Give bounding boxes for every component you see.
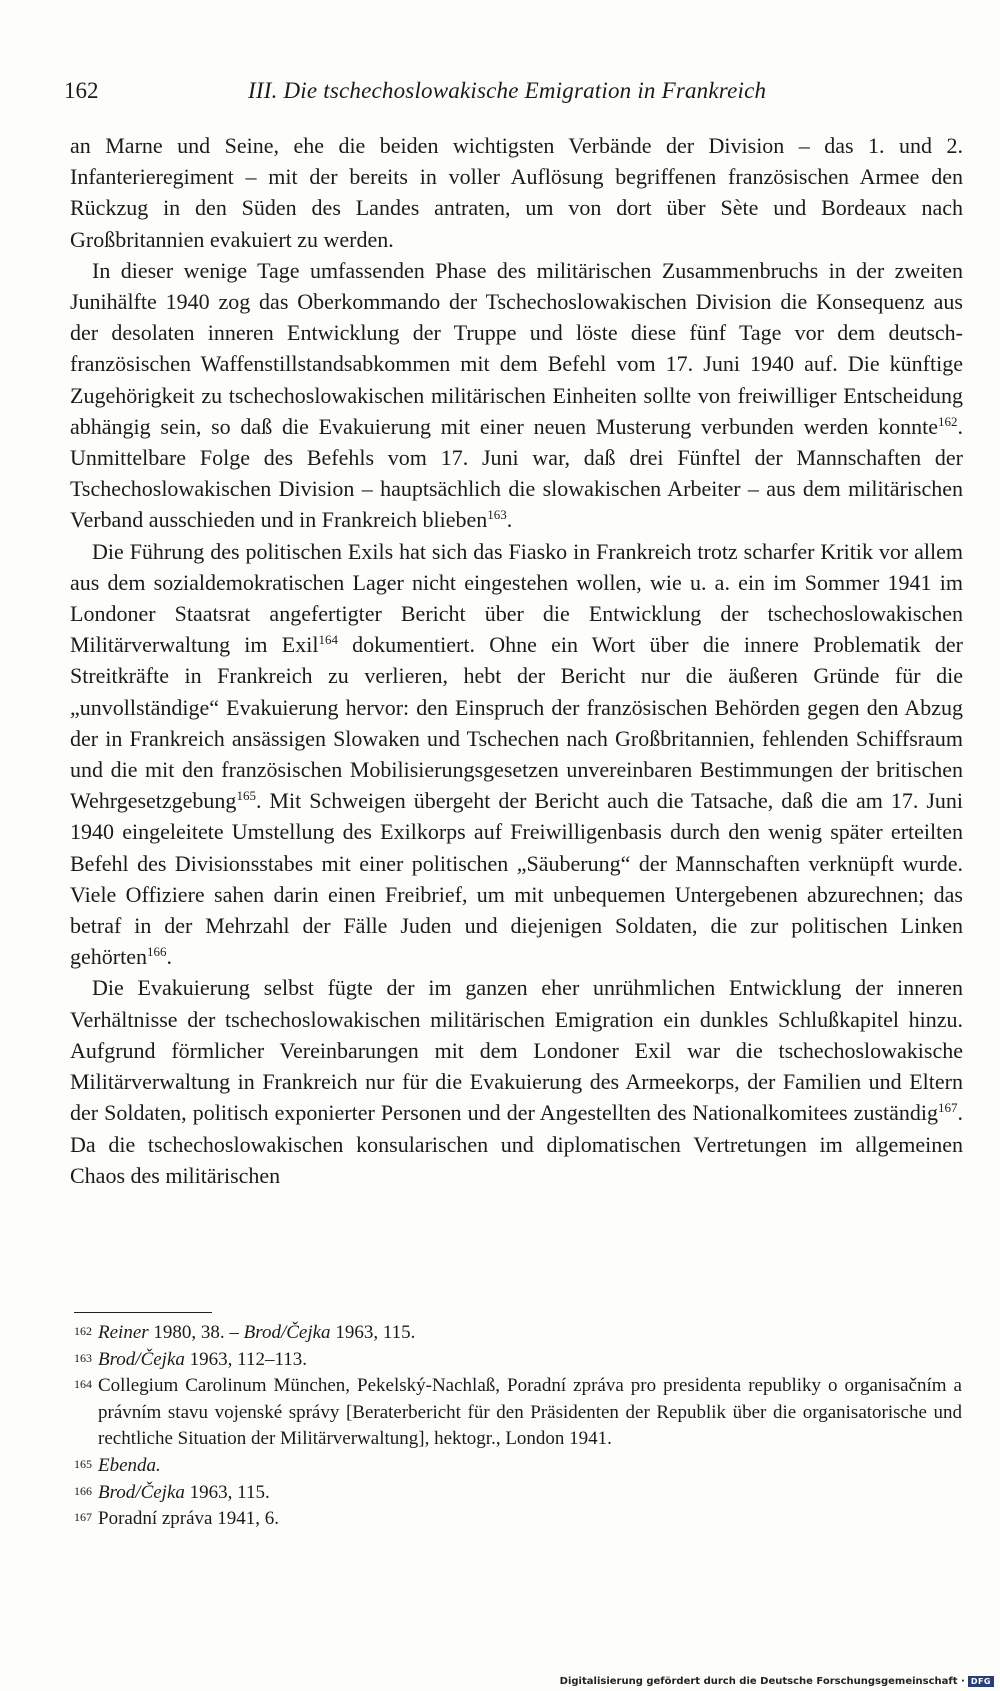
running-header bbox=[64, 70, 964, 110]
footnote-number: 164 bbox=[74, 1377, 92, 1392]
paragraph-3-text-d: . bbox=[166, 944, 172, 970]
footnote-ref-162[interactable]: 162 bbox=[938, 413, 958, 429]
paragraph-2-text-b: . Unmittelbare Folge des Befehls vom 17. Juni war, daß drei Fünftel der Mannschaften der Tschechoslowakischen Division – hauptsächlich die slowakischen Arbeiter – aus dem militärischen Verband ausschieden und in Frankreich blieben bbox=[70, 413, 963, 533]
footnote-ref-165[interactable]: 165 bbox=[236, 788, 256, 804]
footnote-number: 163 bbox=[74, 1350, 92, 1365]
paragraph-1 bbox=[70, 130, 963, 255]
footnote-text bbox=[98, 1506, 962, 1533]
paragraph-1-text: an Marne und Seine, ehe die beiden wichtigsten Verbände der Division – das 1. und 2. Infanterieregiment – mit der bereits in voller Auflösung begriffenen französischen Armee den Rückzug in den Süden des Landes antraten, um von dort über Sète und Bordeaux nach Großbritannien evakuiert zu werden. bbox=[70, 133, 963, 252]
footnote-ref-166[interactable]: 166 bbox=[146, 944, 167, 960]
footnotes bbox=[74, 1320, 962, 1533]
footnote-text bbox=[98, 1480, 962, 1507]
footnote-detail: Poradní zpráva 1941, 6. bbox=[98, 1508, 279, 1530]
footnote-text bbox=[98, 1320, 962, 1347]
paragraph-2-text-c: . bbox=[506, 507, 513, 533]
footnote-165 bbox=[74, 1453, 962, 1480]
footnote-number: 166 bbox=[74, 1483, 92, 1498]
dfg-logo[interactable]: DFG bbox=[968, 1676, 994, 1687]
footnote-text bbox=[98, 1373, 962, 1453]
footnote-author: Brod/Čejka bbox=[98, 1348, 185, 1370]
footnote-text bbox=[98, 1453, 962, 1480]
footnote-detail: 1963, 112–113. bbox=[184, 1348, 307, 1370]
body-text bbox=[70, 130, 963, 1191]
footnote-167 bbox=[74, 1506, 962, 1533]
footnote-author: Ebenda. bbox=[98, 1454, 161, 1476]
footnote-ref-163[interactable]: 163 bbox=[487, 507, 507, 523]
footnote-detail: 1980, 38. – bbox=[148, 1322, 244, 1343]
paragraph-4 bbox=[70, 972, 963, 1190]
paragraph-4-text-a: Die Evakuierung selbst fügte der im ganzen eher unrühmlichen Entwicklung der inneren Verhältnisse der tschechoslowakischen militärischen Emigration ein dunkles Schlußkapitel hinzu. Aufgrund förmlicher Vereinbarungen mit dem Londoner Exil war die tschechoslowakische Militärverwaltung in Frankreich nur für die Evakuierung des Armeekorps, der Familien und Eltern der Soldaten, politisch exponierter Personen und der Angestellten des Nationalkomitees zuständig bbox=[70, 975, 963, 1126]
paragraph-3-text-a: Die Führung des politischen Exils hat sich das Fiasko in Frankreich trotz scharfer Kritik vor allem aus dem sozialdemokratischen Lager nicht eingestehen wollen, wie u. a. ein im Sommer 1941 im Londoner Staatsrat angefertigter Bericht über die Entwicklung der tschechoslowakischen Militärverwaltung im Exil bbox=[70, 538, 963, 658]
paragraph-3 bbox=[70, 536, 963, 973]
footnote-text bbox=[98, 1347, 962, 1374]
footnote-164 bbox=[74, 1373, 962, 1453]
paragraph-2 bbox=[70, 255, 963, 536]
paragraph-2-text-a: In dieser wenige Tage umfassenden Phase des militärischen Zusammenbruchs in der zweiten Junihälfte 1940 zog das Oberkommando der Tschechoslowakischen Division die Konsequenz aus der desolaten inneren Entwicklung der Truppe und löste diese fünf Tage vor dem deutsch-französischen Waffenstillstandsabkommen mit dem Befehl vom 17. Juni 1940 auf. Die künftige Zugehörigkeit zu tschechoslowakischen militärischen Einheiten sollte von freiwilliger Entscheidung abhängig sein, so daß die Evakuierung mit einer neuen Musterung verbunden werden konnte bbox=[70, 257, 963, 439]
footnote-detail: Collegium Carolinum München, Pekelský-Nachlaß, Poradní zpráva pro presidenta republiky o organisačním a právním stavu vojenské správy [Beraterbericht für den Präsidenten der Republik über die organisatorische und rechtliche Situation der Militärverwaltung], hektogr., London 1941. bbox=[98, 1375, 962, 1450]
footnote-number: 162 bbox=[74, 1324, 92, 1338]
footnote-ref-167[interactable]: 167 bbox=[938, 1100, 958, 1116]
footnote-detail: 1963, 115. bbox=[184, 1481, 270, 1503]
footnote-number: 165 bbox=[74, 1456, 92, 1471]
footnote-163 bbox=[74, 1347, 962, 1374]
footnote-author: Reiner bbox=[98, 1322, 149, 1343]
paragraph-4-text-b: . Da die tschechoslowakischen konsularischen und diplomatischen Vertretungen im allgemeinen Chaos des militärischen bbox=[70, 1100, 963, 1188]
running-title: III. Die tschechoslowakische Emigration in Frankreich bbox=[248, 78, 767, 103]
digitization-credit bbox=[560, 1676, 994, 1687]
credit-text: Digitalisierung gefördert durch die Deutsche Forschungsgemeinschaft · bbox=[559, 1676, 965, 1687]
footnote-author-2: Brod/Čejka bbox=[243, 1322, 331, 1343]
footnote-divider bbox=[74, 1312, 212, 1313]
footnote-number: 167 bbox=[74, 1510, 92, 1525]
footnote-162 bbox=[74, 1320, 962, 1347]
paragraph-3-text-b: dokumentiert. Ohne ein Wort über die innere Problematik der Streitkräfte in Frankreich zu verlieren, hebt der Bericht nur die äußeren Gründe für die „unvollständige“ Evakuierung hervor: den Einspruch der französischen Behörden gegen den Abzug der in Frankreich ansässigen Slowaken und Tschechen nach Großbritannien, fehlenden Schiffsraum und die mit den französischen Mobilisierungsgesetzen unvereinbaren Bestimmungen der britischen Wehrgesetzgebung bbox=[70, 632, 963, 814]
footnote-detail-2: 1963, 115. bbox=[330, 1322, 416, 1343]
footnote-author: Brod/Čejka bbox=[98, 1481, 185, 1503]
page-number: 162 bbox=[64, 78, 99, 103]
footnote-ref-164[interactable]: 164 bbox=[318, 632, 338, 648]
footnote-166 bbox=[74, 1480, 962, 1507]
paragraph-3-text-c: . Mit Schweigen übergeht der Bericht auch die Tatsache, daß die am 17. Juni 1940 eingeleitete Umstellung des Exilkorps auf Freiwilligenbasis durch den wenig später erteilten Befehl des Divisionsstabes mit einer politischen „Säuberung“ der Mannschaften verknüpft wurde. Viele Offiziere sahen darin einen Freibrief, um mit unbequemen Untergebenen abzurechnen; das betraf in der Mehrzahl der Fälle Juden und diejenigen Soldaten, die zur politischen Linken gehörten bbox=[70, 788, 963, 970]
